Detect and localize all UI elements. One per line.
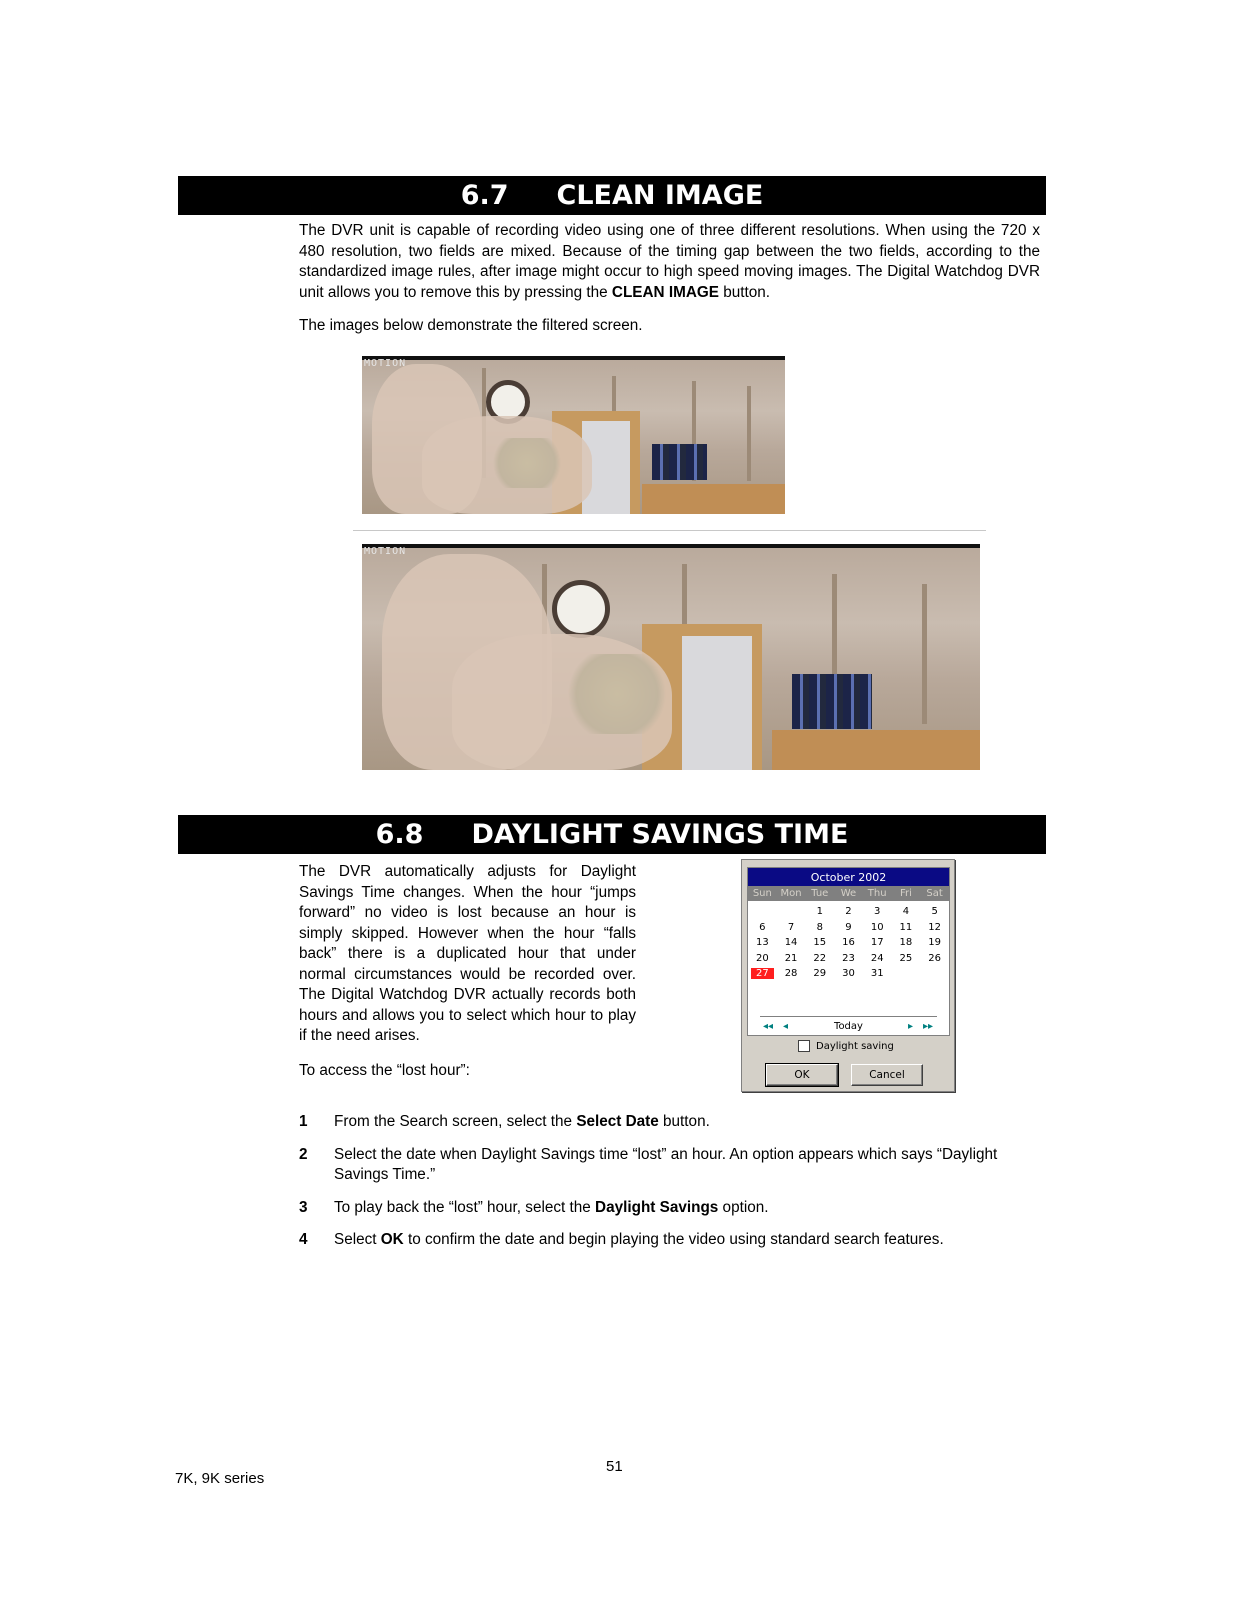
daylight-saving-checkbox-row[interactable] bbox=[798, 1040, 894, 1052]
camera-image-filtered bbox=[362, 544, 980, 770]
calendar-day[interactable]: 20 bbox=[755, 952, 769, 964]
calendar-day[interactable]: 15 bbox=[813, 937, 827, 949]
calendar-day[interactable]: 31 bbox=[870, 968, 884, 980]
calendar-month-title: October 2002 bbox=[748, 868, 949, 886]
ok-button[interactable]: OK bbox=[766, 1064, 838, 1086]
daylight-saving-label: Daylight saving bbox=[816, 1040, 894, 1052]
calendar-day[interactable]: 12 bbox=[928, 921, 941, 933]
calendar-day[interactable]: 24 bbox=[870, 952, 884, 964]
calendar-day[interactable]: 16 bbox=[842, 937, 855, 949]
prev-year-icon[interactable]: ◂◂ bbox=[763, 1021, 774, 1032]
step-text: Select the date when Daylight Savings time “lost” an hour. An option appears which says “Daylight Savings Time.” bbox=[334, 1146, 998, 1183]
calendar-separator bbox=[760, 1016, 937, 1017]
calendar-day[interactable]: 2 bbox=[845, 906, 852, 918]
calendar-day[interactable]: 18 bbox=[899, 937, 913, 949]
step-number: 1 bbox=[299, 1113, 308, 1130]
calendar-day-selected[interactable]: 27 bbox=[751, 968, 774, 979]
section-number: 6.7 bbox=[460, 180, 509, 211]
today-button[interactable]: Today bbox=[834, 1021, 863, 1032]
calendar-day[interactable]: 14 bbox=[784, 937, 798, 949]
step-number: 3 bbox=[299, 1199, 308, 1216]
clean-image-paragraph: The DVR unit is capable of recording video using one of three different resolutions. When using the 720 x 480 resolution, two fields are mixed. Because of the timing gap between the two fields, according to the standardized image rules, after image might occur to high speed moving images. The Digital Watchdog DVR unit allows you to remove this by pressing the CLEAN IMAGE button. bbox=[299, 222, 1040, 301]
clean-image-button-name: CLEAN IMAGE bbox=[611, 283, 719, 301]
cancel-button[interactable]: Cancel bbox=[851, 1064, 923, 1086]
section-header-clean-image bbox=[178, 176, 1046, 215]
calendar-day[interactable]: 1 bbox=[816, 906, 823, 918]
calendar-day[interactable]: 4 bbox=[902, 906, 910, 918]
daylight-savings-paragraph: The DVR automatically adjusts for Daylight Savings Time changes. When the hour “jumps forward” no video is lost because an hour is simply skipped. However when the hour “falls back” there is a duplicated hour that under normal circumstances would be recorded over. The Digital Watchdog DVR actually records both hours and allows you to select which hour to play if the need arises. bbox=[299, 863, 636, 1044]
daylight-saving-checkbox[interactable] bbox=[798, 1040, 810, 1052]
image-divider bbox=[353, 530, 986, 531]
access-lost-hour-text: To access the “lost hour”: bbox=[299, 1062, 470, 1079]
calendar-day[interactable]: 21 bbox=[784, 952, 798, 964]
calendar-day[interactable]: 26 bbox=[928, 952, 941, 964]
step-number: 4 bbox=[299, 1231, 308, 1248]
calendar-day[interactable]: 10 bbox=[870, 921, 884, 933]
weekday-label: Sun bbox=[752, 888, 772, 899]
motion-label: MOTION bbox=[364, 358, 407, 369]
next-month-icon[interactable]: ▸ bbox=[908, 1021, 914, 1032]
section-header-daylight-savings bbox=[178, 815, 1046, 854]
calendar-day[interactable]: 25 bbox=[899, 952, 913, 964]
calendar-day[interactable]: 19 bbox=[928, 937, 941, 949]
calendar-day[interactable]: 11 bbox=[899, 921, 913, 933]
step-text: To play back the “lost” hour, select the Daylight Savings option. bbox=[334, 1199, 769, 1216]
calendar-nav bbox=[748, 1021, 949, 1035]
weekday-label: Sat bbox=[926, 888, 943, 899]
calendar-day[interactable]: 13 bbox=[755, 937, 769, 949]
calendar-box bbox=[747, 867, 950, 1036]
section-title: DAYLIGHT SAVINGS TIME bbox=[471, 819, 849, 850]
calendar-days-grid bbox=[748, 904, 949, 982]
calendar-day[interactable]: 3 bbox=[874, 906, 881, 918]
filtered-screen-caption: The images below demonstrate the filtered screen. bbox=[299, 317, 643, 334]
calendar-day[interactable]: 6 bbox=[759, 921, 766, 933]
weekday-label: Mon bbox=[780, 888, 802, 899]
calendar-day[interactable]: 30 bbox=[842, 968, 855, 980]
section-title: CLEAN IMAGE bbox=[556, 180, 764, 211]
weekday-label: We bbox=[840, 888, 857, 899]
calendar-day[interactable]: 5 bbox=[931, 906, 938, 918]
calendar-day[interactable]: 22 bbox=[813, 952, 827, 964]
weekday-label: Tue bbox=[811, 888, 829, 899]
calendar-day[interactable]: 28 bbox=[784, 968, 798, 980]
weekday-label: Thu bbox=[867, 888, 887, 899]
motion-label: MOTION bbox=[364, 546, 407, 557]
calendar-day[interactable]: 23 bbox=[842, 952, 855, 964]
calendar-day[interactable]: 8 bbox=[816, 921, 823, 933]
calendar-day[interactable]: 9 bbox=[845, 921, 852, 933]
next-year-icon[interactable]: ▸▸ bbox=[923, 1021, 934, 1032]
calendar-day[interactable]: 29 bbox=[813, 968, 827, 980]
page-number: 51 bbox=[606, 1458, 623, 1475]
section-number: 6.8 bbox=[375, 819, 424, 850]
footer-series: 7K, 9K series bbox=[175, 1470, 265, 1487]
step-text: From the Search screen, select the Select Date button. bbox=[334, 1113, 710, 1130]
step-text: Select OK to confirm the date and begin playing the video using standard search features. bbox=[334, 1231, 944, 1248]
prev-month-icon[interactable]: ◂ bbox=[783, 1021, 789, 1032]
weekday-header bbox=[748, 886, 949, 901]
calendar-day[interactable]: 7 bbox=[787, 921, 795, 933]
calendar-dialog bbox=[741, 859, 955, 1092]
camera-image-unfiltered bbox=[362, 356, 785, 514]
weekday-label: Fri bbox=[899, 888, 912, 899]
calendar-day[interactable]: 17 bbox=[870, 937, 884, 949]
step-number: 2 bbox=[299, 1146, 308, 1163]
